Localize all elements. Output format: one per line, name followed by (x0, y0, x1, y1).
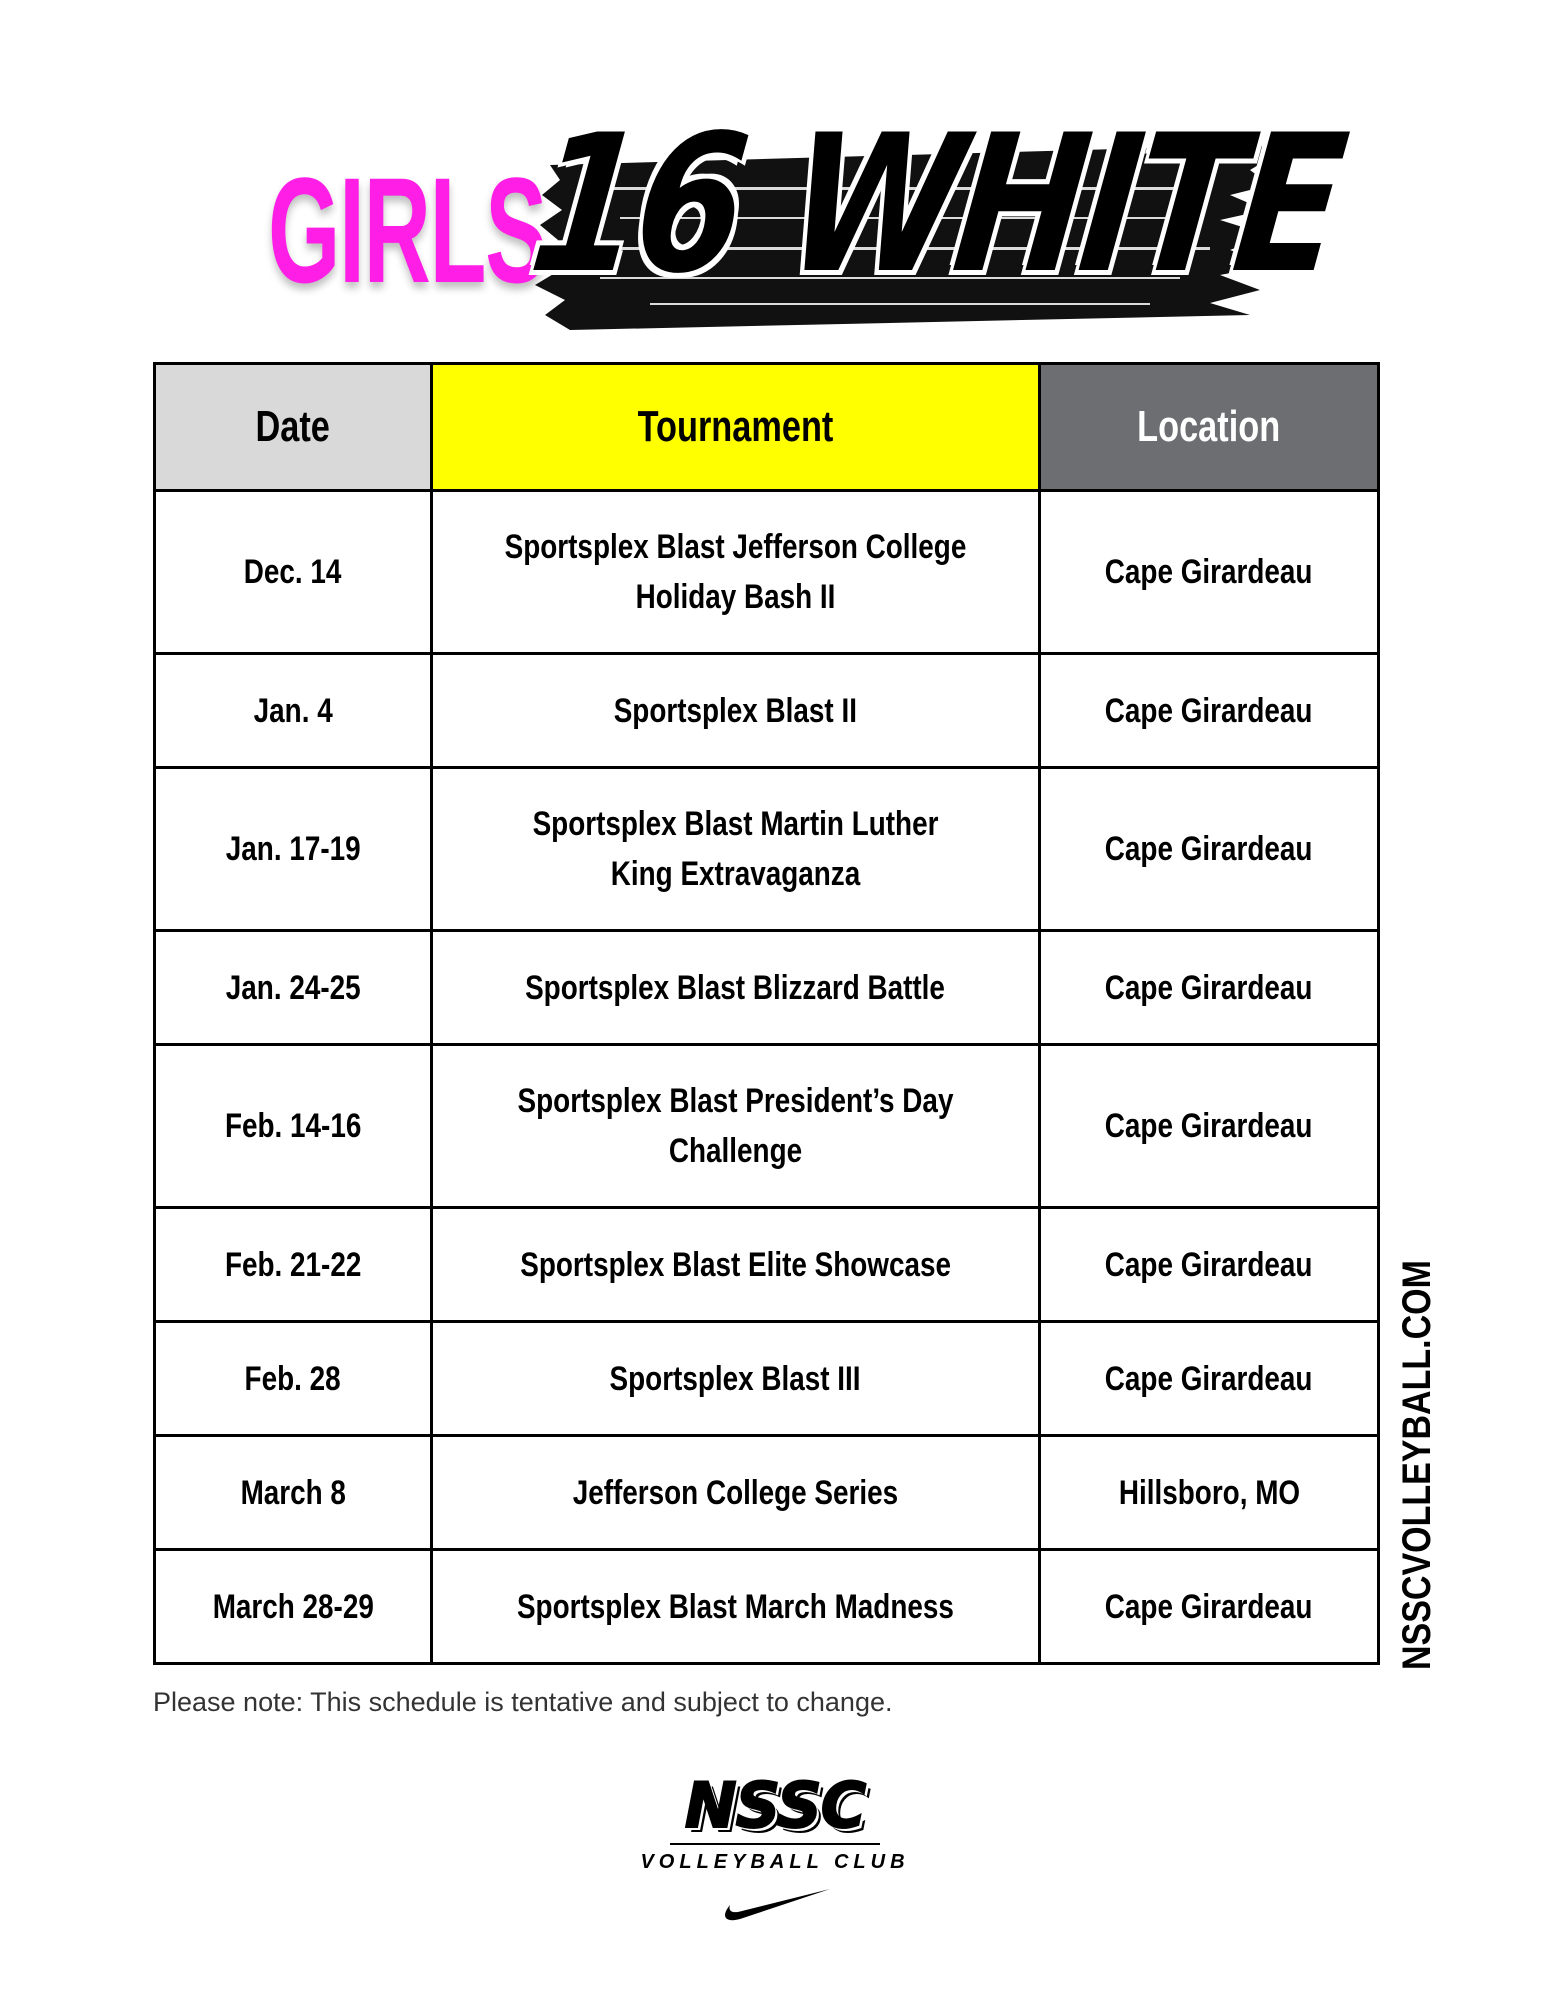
location-cell: Cape Girardeau (1040, 1322, 1379, 1436)
table-row (155, 768, 1379, 931)
date-cell: March 8 (155, 1436, 432, 1550)
tournament-cell: Sportsplex Blast Martin Luther King Extravaganza (432, 768, 1040, 931)
column-header-tournament: Tournament (432, 364, 1040, 491)
team-title (521, 94, 1352, 315)
table-row (155, 654, 1379, 768)
location-cell: Cape Girardeau (1040, 1550, 1379, 1664)
swoosh-icon (718, 1883, 833, 1923)
location-cell: Cape Girardeau (1040, 654, 1379, 768)
date-cell: Feb. 28 (155, 1322, 432, 1436)
date-cell: Dec. 14 (155, 491, 432, 654)
location-cell: Cape Girardeau (1040, 491, 1379, 654)
date-cell: Feb. 14-16 (155, 1045, 432, 1208)
date-cell: Jan. 4 (155, 654, 432, 768)
schedule-note: Please note: This schedule is tentative and subject to change. (153, 1687, 893, 1717)
schedule-table (153, 362, 1380, 1665)
table-header-row (155, 364, 1379, 491)
nssc-logo (640, 1769, 910, 1925)
table-row (155, 1322, 1379, 1436)
table-row (155, 1436, 1379, 1550)
table-row (155, 1550, 1379, 1664)
page-header (0, 90, 1545, 350)
tournament-cell: Jefferson College Series (432, 1436, 1040, 1550)
tournament-cell: Sportsplex Blast II (432, 654, 1040, 768)
logo-wordmark: NSSC (684, 1769, 866, 1842)
tournament-cell: Sportsplex Blast III (432, 1322, 1040, 1436)
team-title-text: 16 WHITE (521, 94, 1352, 315)
tournament-cell: Sportsplex Blast Elite Showcase (432, 1208, 1040, 1322)
table-row (155, 1208, 1379, 1322)
table-row (155, 931, 1379, 1045)
date-cell: Jan. 17-19 (155, 768, 432, 931)
date-cell: March 28-29 (155, 1550, 432, 1664)
column-header-date: Date (155, 364, 432, 491)
logo-divider (670, 1843, 880, 1845)
tournament-cell: Sportsplex Blast Jefferson College Holiday Bash II (432, 491, 1040, 654)
website-url-vertical: NSSCVOLLEYBALL.COM (1395, 1260, 1439, 1670)
date-cell: Feb. 21-22 (155, 1208, 432, 1322)
logo-subtitle: VOLLEYBALL CLUB (640, 1851, 910, 1873)
tournament-cell: Sportsplex Blast President’s Day Challenge (432, 1045, 1040, 1208)
table-row (155, 491, 1379, 654)
location-cell: Hillsboro, MO (1040, 1436, 1379, 1550)
location-cell: Cape Girardeau (1040, 1208, 1379, 1322)
location-cell: Cape Girardeau (1040, 931, 1379, 1045)
tournament-cell: Sportsplex Blast Blizzard Battle (432, 931, 1040, 1045)
girls-label: GIRLS (268, 146, 546, 314)
location-cell: Cape Girardeau (1040, 768, 1379, 931)
column-header-location: Location (1040, 364, 1379, 491)
location-cell: Cape Girardeau (1040, 1045, 1379, 1208)
tournament-cell: Sportsplex Blast March Madness (432, 1550, 1040, 1664)
date-cell: Jan. 24-25 (155, 931, 432, 1045)
table-row (155, 1045, 1379, 1208)
